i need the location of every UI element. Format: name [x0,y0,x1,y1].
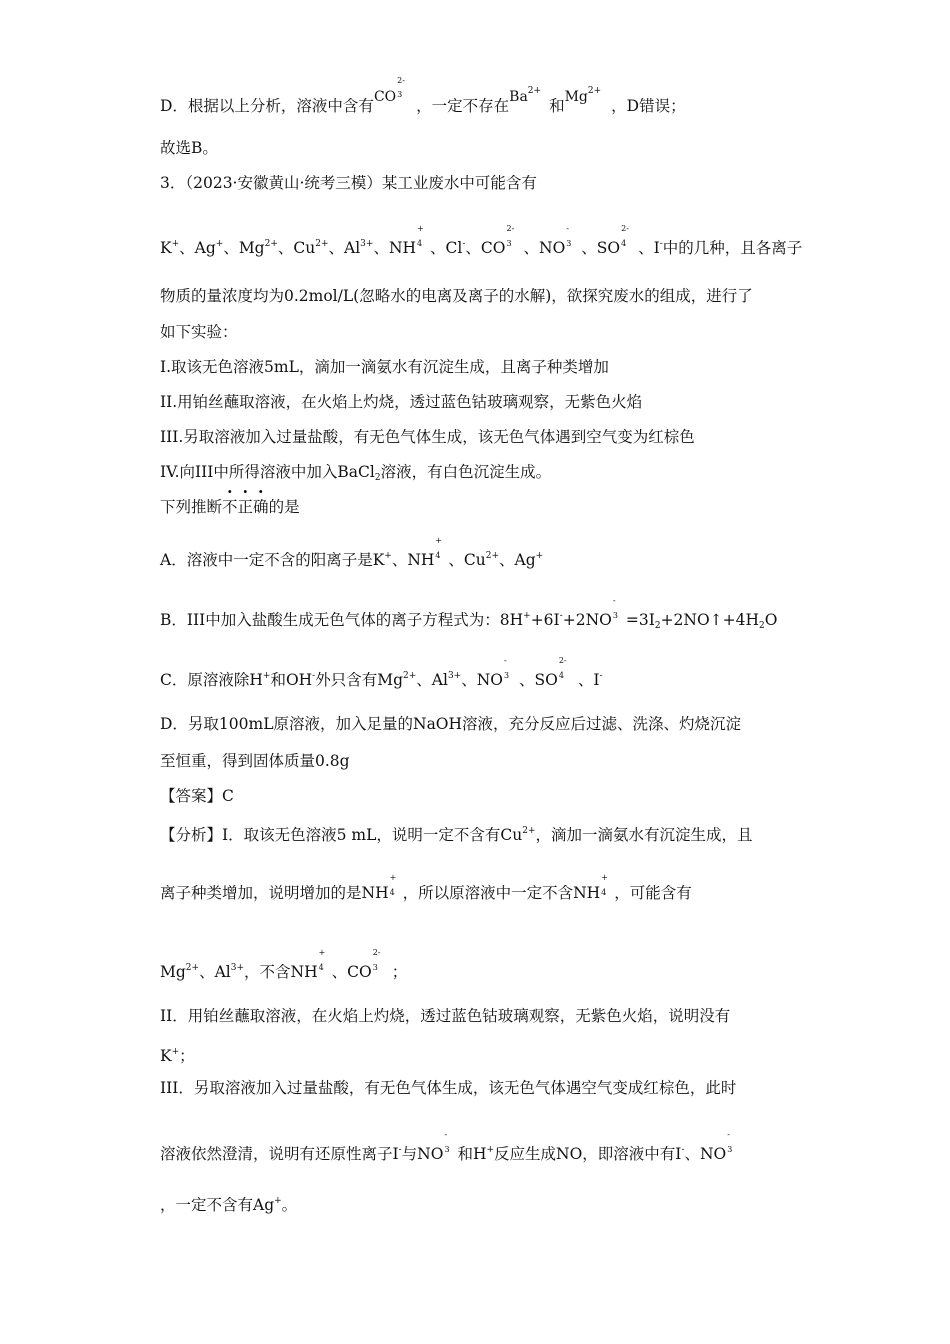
text: 和H [457,1145,487,1163]
text: 外只含有Mg [315,671,404,689]
charge: 3+ [447,671,462,681]
subscript: 4 [558,671,564,680]
charge: + [262,671,271,681]
formula-ba: Ba [509,89,528,105]
text: 和 [549,97,565,115]
ion: 、Al [416,671,448,689]
subscript: 3 [372,963,378,972]
ion: 、CO [465,239,506,257]
analysis-line-7 [160,1130,740,1165]
charge: 2+ [315,239,329,249]
option-a [160,536,544,571]
question-stem [160,496,300,518]
text: ，滴加一滴氨水有沉淀生成，且 [535,826,753,844]
subscript: 2 [759,621,765,631]
answer-line: 【答案】C [160,787,234,805]
charge: - [312,671,316,681]
charge: 2- [621,224,629,233]
charge: + [171,1047,180,1057]
ion: K [160,1047,172,1065]
emphasis-char: 不 [222,498,238,516]
emphasis-char: 确 [253,498,269,516]
ion: 、Cl [430,239,463,257]
text: 溶液依然澄清，说明有还原性离子I [160,1145,399,1163]
analysis-line-5 [160,1041,195,1067]
text: +2NO [562,611,612,629]
charge: + [384,551,392,561]
text: 离子种类增加，说明增加的是NH [160,884,389,902]
text: ，一定不存在 [416,97,510,115]
charge: + [535,551,544,561]
charge: + [215,239,224,249]
charge: - [504,656,507,665]
text: 中的几种，且各离子 [662,239,803,257]
analysis-line-6: III．另取溶液加入过量盐酸，有无色气体生成，该无色气体遇空气变成红棕色，此时 [160,1079,737,1097]
subscript: 4 [435,551,441,560]
ions-line [160,224,803,259]
ion: K [160,239,172,257]
charge: + [171,239,180,249]
ion: 、SO [581,239,621,257]
text: IV.向III中所得溶液中加入BaCl [160,463,375,481]
subscript: 4 [318,963,324,972]
charge: - [559,611,563,621]
charge: - [566,224,569,233]
text: ，不含NH [244,963,318,981]
text: ，所以原溶液中一定不含NH [402,884,601,902]
experiment-2: II.用铂丝蘸取溶液，在火焰上灼烧，透过蓝色钴玻璃观察，无紫色火焰 [160,393,643,411]
charge: + [318,948,326,957]
ion: 、Cu [277,239,316,257]
text: 【分析】I．取该无色溶液5 mL，说明一定不含有Cu [160,826,523,844]
ion: 、NO [523,239,566,257]
text: 和OH [270,671,313,689]
ion: 、NO [461,671,504,689]
charge: + [417,224,424,233]
subscript: 3 [612,611,618,620]
ion: 、NO [684,1145,727,1163]
text: D．根据以上分析，溶液中含有 [160,97,374,115]
text: A．溶液中一定不含的阳离子是K [160,551,385,569]
text: 与NO [401,1145,444,1163]
charge: 3+ [230,963,245,973]
ion: 、CO [331,963,372,981]
subscript: 3 [397,90,403,99]
text: ，一定不含有Ag [160,1196,275,1214]
subscript: 3 [444,1145,450,1154]
option-b [160,596,778,637]
emphasis-char: 正 [237,498,254,516]
option-d-line-1: D．另取100mL原溶液，加入足量的NaOH溶液，充分反应后过滤、洗涤、灼烧沉淀 [160,715,742,733]
experiment-3: III.另取溶液加入过量盐酸，有无色气体生成，该无色气体遇到空气变为红棕色 [160,428,695,446]
charge: 2- [372,948,381,957]
experiments-intro: 如下实验： [160,323,238,341]
text: B．III中加入盐酸生成无色气体的离子方程式为：8H [160,611,524,629]
charge: 2+ [403,671,417,681]
charge: - [444,1130,448,1139]
charge: - [612,596,616,605]
option-c [160,656,603,691]
ion: 、Al [328,239,361,257]
subscript: 3 [504,671,510,680]
charge: - [659,239,663,249]
text: ，可能含有 [614,884,692,902]
subscript: 3 [566,239,572,248]
ion: 、Ag [499,551,536,569]
prev-option-d [160,76,686,118]
charge: + [601,873,608,882]
charge: 2+ [485,551,500,561]
subscript: 2 [654,621,661,631]
text: ； [179,1047,195,1065]
text: 下列推断 [160,498,223,516]
charge: 2- [558,656,567,665]
text: +6I [530,611,560,629]
ion: 、I [638,239,660,257]
subscript: 4 [417,239,423,248]
text: 的是 [268,498,300,516]
text: =3I [625,611,655,629]
analysis-line-4: II．用铂丝蘸取溶液，在火焰上灼烧，透过蓝色钴玻璃观察，无紫色火焰，说明没有 [160,1007,731,1025]
text: 反应生成NO，即溶液中有I [494,1145,682,1163]
charge: + [389,873,397,882]
charge: - [599,671,603,681]
charge: 2+ [185,963,200,973]
concentration-line: 物质的量浓度均为0.2mol/L(忽略水的电离及离子的水解)，欲探究废水的组成，进行了 [160,287,753,305]
ion: 、I [577,671,600,689]
subscript: 2 [374,473,381,483]
subscript: 3 [506,239,512,248]
text: 。 [281,1196,298,1214]
option-d-line-2: 至恒重，得到固体质量0.8g [160,752,350,770]
text: +2NO↑+4H [660,611,760,629]
analysis-line-8 [160,1190,297,1216]
charge: 2+ [587,86,602,96]
charge: 2+ [264,239,278,249]
charge: - [462,239,466,249]
subscript: 4 [389,888,395,897]
formula-co3: CO [373,89,397,105]
formula-mg: Mg [564,89,588,105]
charge: 2- [397,76,405,85]
charge: 2+ [527,86,542,96]
charge: 2+ [522,826,536,836]
ion: 、SO [519,671,558,689]
analysis-line-1 [160,820,753,846]
charge: - [681,1145,685,1155]
ion: 、Ag [179,239,216,257]
ion: 、Al [199,963,231,981]
ion: Mg [160,963,186,981]
charge: - [727,1130,730,1139]
charge: 3+ [360,239,374,249]
subscript: 4 [601,888,607,897]
ion: 、NH [391,551,435,569]
question-3-title: 3．（2023·安徽黄山·统考三模）某工业废水中可能含有 [160,174,537,192]
text: 溶液，有白色沉淀生成。 [380,463,552,481]
text: ； [391,963,408,981]
ion: 、NH [373,239,417,257]
subscript: 4 [621,239,627,248]
experiment-1: I.取该无色溶液5mL，滴加一滴氨水有沉淀生成，且离子种类增加 [160,358,609,376]
ion: 、Mg [223,239,265,257]
subscript: 3 [727,1145,733,1154]
charge: 2- [506,224,515,233]
analysis-line-2 [160,873,692,904]
ion: 、Cu [448,551,486,569]
charge: + [274,1196,282,1206]
text: O [764,611,778,629]
charge: + [435,536,443,545]
charge: + [523,611,531,621]
charge: - [398,1145,402,1155]
text: ，D错误； [611,97,686,115]
experiment-4 [160,461,551,489]
analysis-line-3 [160,948,408,983]
text: C．原溶液除H [160,671,263,689]
choose-b-line: 故选B。 [160,139,218,157]
charge: + [486,1145,495,1155]
